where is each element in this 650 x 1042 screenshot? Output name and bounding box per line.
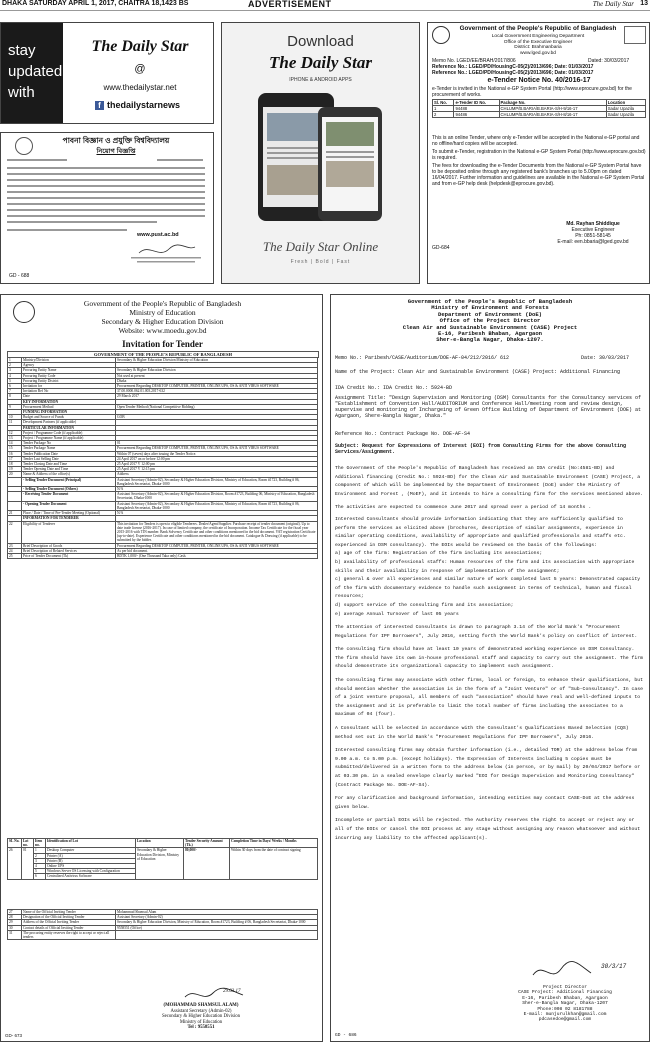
moe-signature-block — [101, 1003, 301, 1031]
table-cell: 9 — [8, 404, 22, 409]
table-cell: Price of Tender Document (Tk) — [22, 553, 116, 558]
table-row — [8, 920, 318, 925]
table-cell: - Selling Tender Document (Principal) — [22, 477, 116, 486]
table-cell: 37.00.0000.062.01.003.2017-632 — [116, 389, 318, 394]
lged-district: District: Brahmanbaria — [514, 45, 562, 51]
table-cell: 24 — [8, 548, 22, 553]
ad-online-brand: The Daily Star Online — [262, 239, 379, 254]
table-cell: 21 — [8, 511, 22, 516]
table-cell: Tender Package No — [22, 441, 116, 446]
ad-download-heading: Download — [287, 33, 354, 50]
table-cell: Invitation Ref No — [22, 389, 116, 394]
lged-tender-table — [432, 99, 646, 118]
ad-stay-updated — [0, 22, 214, 124]
table-row — [8, 477, 318, 486]
cell: CHLUMP/B.BARIA/B.BARIA-S/H-8/16-17 — [499, 112, 606, 118]
lged-signer-title: Executive Engineer — [571, 227, 615, 233]
table-cell: Secondary & Higher Education Division — [116, 368, 318, 373]
table-cell: Project / Programme Code (if applicable) — [22, 430, 116, 435]
doe-para-1: The Government of the People's Republic of Bangladesh has received an IDA credit (No:4581-BD) and Additional financing (Credit No.: 5924-BD) for the Clean Air and Sustainable Environment (CASE) Project, a component of which will be implemented by the Department of Environment (DoE) under the Ministry of Environment and Forest , (MoEF), and it intends to hire a consulting firm for the services mentioned above. — [335, 466, 644, 497]
doe-signer-project: CASE Project: Additional Financing — [518, 990, 612, 996]
col-location: Location — [606, 100, 645, 106]
table-cell: Assistant Secretary (Admin-02), Secondary & Higher Education Division, Ministry of Education, Room #1723, Building # 06, Bangladesh Secretariat, Dhaka-1000 — [116, 477, 318, 486]
doe-signer-address-1: E-16, Paribesh Bhaban, Agargaon — [522, 995, 608, 1001]
doe-assignment: Assignment Title: "Design Supervision and Monitoring (DSM) Consultants for the Consultancy services of "Establishment of Convention Hall/AUDITORIUM and Conference Hall/meeting room and review design, supervise and monitoring of Inchargeing of Green Office Building of Department of Environment (DOE) at Agargaon, Shere-Bangla Nagar, Dhaka." — [335, 395, 642, 419]
lged-code: GD-684 — [432, 245, 450, 251]
table-cell: Procuring Entity Code — [22, 373, 116, 378]
table-cell: Open Tender Method (National Competitive Bidding) — [116, 404, 318, 409]
bangla-ad-code: GD - 688 — [9, 273, 30, 279]
doe-para-6: The consulting firms may associate with other firms, local or foreign, to enhance their qualifications, but should mention whether the association is in the form of a "Joint Venture" or of "Sub-Consultancy". In case of a joint venture proposal, all members of such "association" should have real and well-defined inputs to the assignment and it is preferable to limit the total number of firms including the associates to a maximum of 04 (four). — [335, 678, 644, 718]
lot-cell: Printer (A) — [46, 853, 136, 858]
moe-signer: (MOHAMMAD SHAMSUL ALAM) — [163, 1003, 239, 1008]
page-number: 13 — [640, 0, 648, 7]
lot-cell: 3 — [34, 858, 46, 863]
cell: 94488 — [454, 106, 499, 112]
table-cell: - Selling Tender Document (Others) — [22, 487, 116, 492]
notice-lged-etender — [427, 22, 650, 284]
table-cell: 25 April 2017 V 12:00 pm — [116, 462, 318, 467]
doe-code: GD - 686 — [335, 1033, 357, 1038]
doe-signature — [531, 961, 601, 983]
table-cell: Name & Address of the office(s) — [22, 472, 116, 477]
table-cell: 14 — [8, 441, 22, 446]
moe-ministry: Ministry of Education — [129, 308, 196, 317]
table-cell: Tender Closing Date and Time — [22, 462, 116, 467]
ad-dark-panel — [1, 23, 63, 123]
table-cell: 19 — [8, 467, 22, 472]
moe-table-title: GOVERNMENT OF THE PEOPLE'S REPUBLIC OF BANGLADESH — [7, 351, 319, 358]
moe-heading: Invitation for Tender — [122, 339, 203, 349]
lged-notice-title: e-Tender Notice No. 40/2016-17 — [487, 77, 591, 84]
table-cell: 29 — [8, 920, 22, 925]
table-cell: N/A — [116, 511, 318, 516]
notice-moe-tender — [0, 294, 323, 1042]
table-cell: 27 — [8, 910, 22, 915]
table-cell: Project / Programme Name (if applicable) — [22, 436, 116, 441]
table-cell: 31 — [8, 930, 22, 939]
lged-gov-title: Government of the People's Republic of Bangladesh — [459, 25, 617, 32]
table-cell: 23 — [8, 543, 22, 548]
table-cell: 2 — [8, 363, 22, 368]
table-cell — [8, 477, 22, 486]
doe-gov: Government of the People's Republic of Bangladesh — [407, 298, 573, 305]
doe-letterhead — [331, 299, 649, 344]
cell: 2 — [433, 112, 454, 118]
col-tender-id: e-Tender ID No. — [454, 100, 499, 106]
moe-signer-ministry: Ministry of Education — [179, 1019, 223, 1025]
doe-memo: Memo No.: Paribesh/CASE/Auditorium/DOE-AF-04/212/2016/ 612 — [335, 355, 510, 361]
moe-sign-date: 29.03.17 — [223, 989, 241, 994]
lot-cell: Windows Server OS Licensing with Configuration — [46, 869, 136, 874]
lged-phone: Ph: 0851-58145 — [575, 233, 611, 239]
doe-memo-date: Date: 30/03/2017 — [581, 355, 630, 361]
table-cell: 10 — [8, 415, 22, 420]
table-row — [8, 930, 318, 939]
doe-signer-address-2: Sher-e-Bangla Nagar, Dhaka-1207 — [522, 1001, 608, 1007]
moe-tender-table — [7, 357, 318, 559]
table-row — [8, 446, 318, 451]
table-cell: Eligibility of Tenderer — [22, 521, 116, 543]
bangla-ad-title: পাবনা বিজ্ঞান ও প্রযুক্তি বিশ্ববিদ্যালয় — [62, 136, 170, 145]
table-cell: 8 — [8, 394, 22, 399]
doe-para-3b: b) availability of professional staffs: Human resources of the firm and its association with appropriate skills and their availability in response of implementation of the assignment; — [335, 559, 635, 574]
lged-ref-1: Reference No.: LGED/PD/HousingC-05(2)/2013/696; Date: 01/03/2017 — [432, 64, 594, 70]
lot-cell: 01 — [22, 848, 34, 879]
table-cell: 11 — [8, 420, 22, 425]
cell: Sadar Upazila — [606, 106, 645, 112]
table-cell: This invitation for Tenders is open to eligible Tenderers. Dealer/Agent/Supplier. Purchase receipt of tender document (original). Up to date trade license (2016-2017). In case of limited company, the certificate of Incorporation. Income Tax Certificate for the fiscal year 2015-2016 with TIN number. Bank Solvency Certificate and other conditions mentioned in the bid document. VAT registration Certificate (up-to-date). Experience Certificate and other conditions mentioned in the bid document. Catalogue & Drawing (if applicable) to be submitted by the bidder. — [116, 521, 318, 543]
lot-row — [8, 848, 318, 853]
doe-email-1[interactable]: E-mail: munjurulkhan@gmail.com — [523, 1012, 607, 1018]
doe-para-3e: e) average Annual Turnover of last 05 years — [335, 611, 459, 617]
table-cell: Secondary & Higher Education Division, Ministry of Education, Room #1723, Building # 06, Bangladesh Secretariat, Dhaka-1000 — [116, 920, 318, 925]
moe-signer-title: Assistant Secretary (Admin-02) — [170, 1008, 232, 1014]
section-label: ADVERTISEMENT — [248, 0, 332, 9]
lged-para-2: To submit e-Tender, registration in the National e-GP System Portal (http://www.eprocure.gov.bd) is required. — [432, 149, 646, 161]
lot-cell: Desktop Computer — [46, 848, 136, 853]
table-cell: Invitation for — [22, 384, 116, 389]
table-cell: Procuring Entity Name — [22, 368, 116, 373]
table-row — [8, 553, 318, 558]
lot-cell: Secondary & Higher Education Division, Ministry of Education — [136, 848, 184, 879]
ad-website[interactable]: www.thedailystar.net — [103, 83, 177, 92]
table-cell: Procurement Regarding DESKTOP COMPUTER, PRINTER, ONLINE UPS, OS & ANTI VIRUS SOFTWARE — [116, 384, 318, 389]
masthead: The Daily Star — [592, 0, 634, 8]
ad-line-with: with — [8, 84, 35, 101]
doe-ida: IDA Credit No.: IDA Credit No.: 5924-BD — [335, 385, 453, 391]
lged-para-3: The fees for downloading the e-Tender Documents from the National e-GP System Portal have to be deposited online through any registered bank's branches up to 5.00pm on dated 16/04/2017. Further information and guidelines are available in the National e-GP System Portal and from e-GP help desk (helpdesk@eprocure.gov.bd). — [432, 163, 645, 187]
table-cell: Date — [22, 394, 116, 399]
lged-office: Office of the Executive Engineer — [503, 39, 573, 45]
doe-para-3d: d) support service of the consulting firm and its association; — [335, 602, 514, 608]
table-cell: 6 — [8, 384, 22, 389]
ad-pust-recruitment — [0, 132, 214, 284]
table-cell: 01 — [116, 441, 318, 446]
facebook-icon: f — [95, 101, 104, 110]
table-cell: PARTICULAR INFORMATION — [22, 425, 116, 430]
doe-para-2: The activities are expected to commence June 2017 and spread over a period of 14 months . — [335, 505, 592, 511]
table-cell: Contact details of Official Inviting Tender — [22, 925, 116, 930]
table-cell: Secondary & Higher Education Division Ministry of Education — [116, 358, 318, 363]
ad-line-stay: stay — [8, 42, 36, 59]
lged-signer: Md. Rayhan Shiddique — [566, 221, 620, 227]
moe-code: GD- 673 — [5, 1033, 23, 1038]
table-cell — [116, 930, 318, 939]
table-cell: Tender Publication Date — [22, 451, 116, 456]
table-cell: Procurement Regarding DESKTOP COMPUTER, PRINTER, ONLINE UPS, OS & ANTI VIRUS SOFTWARE — [116, 543, 318, 548]
table-cell: 28 — [8, 915, 22, 920]
doe-reference: Reference No.: Contract Package No. DOE-AF-S4 — [335, 431, 471, 437]
lged-memo: Memo No. LGED/EE/BRAH/2017/806 — [432, 58, 516, 64]
table-cell: 5 — [8, 378, 22, 383]
table-cell: Ministry/Division — [22, 358, 116, 363]
lged-para-1: This is an online Tender, where only e-Tender will be accepted in the National e-GP portal and no offline/hard copies will be accepted. — [432, 135, 640, 147]
lot-cell: 5 — [34, 869, 46, 874]
table-cell: 29 March 2017 — [116, 394, 318, 399]
table-row — [8, 492, 318, 501]
lged-email[interactable]: E-mail: een.bbaria@lged.gov.bd — [557, 239, 629, 245]
table-cell: 18 — [8, 462, 22, 467]
doe-ministry: Ministry of Environment and Forests — [431, 304, 549, 312]
table-cell: Agency — [22, 363, 116, 368]
table-cell — [8, 501, 22, 510]
lot-cell: Centralized Antivirus Software — [46, 874, 136, 879]
lot-col: Item no. — [34, 839, 46, 848]
table-cell: Within 07 (seven) days after issuing the Tender Notice. — [116, 451, 318, 456]
lot-cell: 1 — [34, 848, 46, 853]
moe-official-table — [7, 909, 318, 940]
lot-cell: Online UPS — [46, 864, 136, 869]
ad-download-brand: The Daily Star — [269, 53, 372, 72]
table-cell: INFORMATION FOR TENDERER — [22, 516, 116, 521]
moe-gov: Government of the People's Republic of Bangladesh — [83, 299, 242, 308]
table-cell: 17 — [8, 456, 22, 461]
lot-cell: 26 — [8, 848, 22, 879]
table-cell: Name of the Official Inviting Tender — [22, 910, 116, 915]
doe-address-1: E-16, Paribesh Bhaban, Agargaon — [437, 330, 543, 338]
doe-signer-title: Project Director — [542, 985, 588, 990]
col-sl: Sl. No. — [433, 100, 454, 106]
table-cell: 4 — [8, 373, 22, 378]
cell: CHLUMP/B.BARIA/B.BARIA-S/H-9/16-17 — [499, 106, 606, 112]
table-cell: 30 — [8, 925, 22, 930]
doe-para-10: Incomplete or partial EOIs will be rejected. The Authority reserves the right to accept or reject any or all of the EOIs or cancel the EOI process at any stage without assigning any reason whatsoever and without incurring any liability to the affected applicant(s). — [335, 818, 641, 841]
table-cell: Budget and Source of Funds — [22, 415, 116, 420]
table-cell: 7 — [8, 389, 22, 394]
moe-division: Secondary & Higher Education Division — [101, 317, 224, 326]
bangla-ad-subtitle: নিয়োগ বিজ্ঞপ্তি — [96, 148, 136, 155]
doe-para-8: Interested consulting firms may obtain further information (i.e., detailed TOR) at the address below from 9.00 a.m. to 5.00 p.m. (except holidays). The Expression of Interests including 5 copies must be submitted/delivered in a written form to the address below (in person, or by mail) by 20/04/2017 before or at 03.30 pm. in a sealed envelope clearly marked "EOI for Design Supervision and Monitoring Consultancy" (Contract Package No. DOE-AF-S4). — [335, 748, 641, 788]
table-cell: 24 April 2017 on or before 12:00 pm — [116, 456, 318, 461]
moe-website[interactable]: Website: www.moedu.gov.bd — [118, 326, 207, 335]
lot-col: SL No. — [8, 839, 22, 848]
doe-para-4: The attention of interested Consultants is drawn to paragraph 3.14 of the World Bank's "Procurement Regulations for IPF Borrowers", July 2016, setting forth the World Bank's policy on conflict of interest. — [335, 625, 638, 639]
lot-col: Completion Time in Days/ Weeks / Months — [230, 839, 318, 848]
page-header — [0, 0, 650, 11]
doe-para-3: Interested Consultants should provide information indicating that they are sufficiently qualified to perform the services as elicited above (brochures, description of similar assignments, experience in similar operating conditions, availability of appropriate and qualified professionals and staffs etc. experienced in DSM consultancy). The EOIs would be reviewed on the basis of the followings: — [335, 516, 626, 548]
table-cell: GOB — [116, 415, 318, 420]
doe-para-5: The consulting firm should have at least 10 years of demonstrated working experience on DSM Consultancy. The firm should have its own in-house professional staff and capacity to carry out the assignment. The firm should demonstrate its organizational capacity to implement such assignment. — [335, 647, 644, 670]
doe-dept: Department of Environment (DoE) — [437, 310, 543, 318]
lot-cell: 4 — [34, 864, 46, 869]
table-cell: - Opening Tender Document — [22, 501, 116, 510]
table-cell: The procuring entity reserves the right to accept or reject all tenders — [22, 930, 116, 939]
moe-signer-division: Secondary & Higher Education Division — [161, 1014, 241, 1020]
doe-para-3a: a) age of the firm: Registration of the firm including its associations; — [335, 551, 543, 557]
doe-email-2[interactable]: pdcasedoe@gmail.com — [538, 1017, 592, 1023]
table-cell: Brief Description of Goods — [22, 543, 116, 548]
table-cell: Assistant Secretary (Admin-02), Secondary & Higher Education Division, Ministry of Education, Room #1723, Building # 06, Bangladesh Secretariat, Dhaka-1000 — [116, 501, 318, 510]
table-cell: FUNDING INFORMATION — [22, 410, 116, 415]
doe-signature-block — [481, 985, 649, 1023]
lot-col: Identification of Lot — [46, 839, 136, 848]
table-cell: Assistant Secretary (Admin-02), Secondary & Higher Education Division, Room #1723, Building 06, Ministry of Education, Bangladesh Secretariat, Dhaka-1000 — [116, 492, 318, 501]
moe-letterhead — [1, 299, 323, 335]
table-cell: Procurement Regarding DESKTOP COMPUTER, PRINTER, ONLINE UPS, OS & ANTI VIRUS SOFTWARE — [116, 446, 318, 451]
table-cell: Dhaka — [116, 378, 318, 383]
table-cell: Tender Last Selling Date — [22, 456, 116, 461]
table-cell: 16 — [8, 451, 22, 456]
table-cell: As per bid document. — [116, 548, 318, 553]
ad-download-app — [221, 22, 420, 284]
doe-para-7: A Consultant will be selected in accordance with the Consultant's Qualifications Based Selection (CQS) method set out in the World Bank's "Procurement Regulations for IPF Borrowers", July 2016. — [335, 726, 629, 740]
ad-facebook-handle[interactable]: thedailystarnews — [107, 100, 181, 110]
cell: 94486 — [454, 112, 499, 118]
ad-download-platforms: IPHONE & ANDROID APPS — [289, 77, 352, 83]
lot-cell: 80,000/- — [184, 848, 230, 879]
table-cell: Designation of the Official Inviting Tender — [22, 915, 116, 920]
lged-address — [448, 34, 628, 56]
doe-sign-date: 30/3/17 — [601, 963, 627, 970]
table-cell: 3 — [8, 368, 22, 373]
table-cell: 15 — [8, 446, 22, 451]
doe-office: Office of the Project Director — [439, 317, 541, 325]
lot-cell: 6 — [34, 874, 46, 879]
table-cell: Not used at present — [116, 373, 318, 378]
ad-line-updated: updated — [8, 63, 63, 80]
ad-tagline: Fresh | Bold | Fast — [290, 259, 351, 265]
ad-at: @ — [134, 63, 146, 75]
table-cell: Tender Opening Date and Time — [22, 467, 116, 472]
table-cell: - Receiving Tender Document — [22, 492, 116, 501]
lot-cell: Within 30 days from the date of contract signing — [230, 848, 318, 879]
table-cell: 20 — [8, 472, 22, 477]
table-cell: BDTK 1,000/- (One Thousand Taka only) Cash. — [116, 553, 318, 558]
table-cell: Address — [116, 472, 318, 477]
lged-memo-date: Dated: 30/03/2017 — [588, 58, 630, 64]
lged-intro: e-Tender is invited in the National e-GP System Portal (http://www.eprocure.gov.bd) for the procurement of works. — [432, 86, 632, 98]
doe-project-name: Name of the Project: Clean Air and Sustainable Environment (CASE) Project: Additional Financing — [335, 369, 621, 375]
table-cell: Procurement Method — [22, 404, 116, 409]
doe-body — [335, 465, 645, 843]
table-cell: Tender Package Name — [22, 446, 116, 451]
table-cell: 13 — [8, 436, 22, 441]
lged-dept: Local Government Engineering Department — [491, 34, 585, 39]
doe-phone: Phone:008 02 8181788 — [537, 1006, 593, 1012]
table-cell — [8, 492, 22, 501]
lged-ref-2: Reference No.: LGED/PD/HousingC-05(2)/2013/696; Date: 01/03/2017 — [432, 70, 594, 76]
table-cell: 12 — [8, 430, 22, 435]
lot-col: Tender Security Amount (Tk.) — [184, 839, 230, 848]
table-cell: 1 — [8, 358, 22, 363]
table-row — [8, 501, 318, 510]
table-row — [433, 112, 646, 118]
doe-para-3c: c) general & over all experiences and similar nature of work completed last 5 years: Demonstrated capacity of the firm with documentary evidence to handle such assignment in terms of technical, human and fiscal resources; — [335, 577, 641, 600]
table-cell: Assistant Secretary (Admin-02) — [116, 915, 318, 920]
doe-address-2: Sher-e-Bangla Nagar, Dhaka-1207. — [436, 336, 544, 344]
lged-website[interactable]: www.lged.gov.bd — [520, 50, 556, 56]
doe-para-9: For any clarification and background information, intending entities may contact CASE-DoE at the address given below. — [335, 796, 635, 810]
table-cell: 22 — [8, 521, 22, 543]
table-cell: Procuring Entity District — [22, 378, 116, 383]
lot-header-row — [8, 839, 318, 848]
lot-col: Lot no. — [22, 839, 34, 848]
table-cell: Mohammad Shamsul Alam — [116, 910, 318, 915]
bangla-ad-url[interactable]: www.pust.ac.bd — [137, 232, 179, 238]
table-row — [8, 543, 318, 548]
col-package: Package No. — [499, 100, 606, 106]
table-cell: N/A — [116, 487, 318, 492]
tablet-mockup-icon — [318, 107, 382, 221]
table-cell: Address of the Official Inviting Tender — [22, 920, 116, 925]
doe-project: Clean Air and Sustainable Environment (CASE) Project — [402, 323, 578, 331]
table-cell: 25 — [8, 553, 22, 558]
table-row — [8, 521, 318, 543]
table-cell: Place / Date / Time of Pre-Tender Meeting (Optional) — [22, 511, 116, 516]
bangla-ad-signature — [131, 241, 201, 265]
moe-lot-table — [7, 838, 318, 880]
cell: Sadar Upazila — [606, 112, 645, 118]
lot-cell: 2 — [34, 853, 46, 858]
doe-subject: Subject: Request for Expressions of Interest (EOI) from Consulting Firms for the above Consulting Services/Assignment. — [335, 443, 627, 455]
moe-signer-tel: Tel : 9558551 — [187, 1025, 215, 1031]
notice-doe-eoi — [330, 294, 650, 1042]
lot-col: Location — [136, 839, 184, 848]
table-cell: Development Partners (if applicable) — [22, 420, 116, 425]
cell: 1 — [433, 106, 454, 112]
table-cell: KEY INFORMATION — [22, 399, 116, 404]
table-row — [433, 106, 646, 112]
dateline: DHAKA SATURDAY APRIL 1, 2017, CHAITRA 18,1423 BS — [2, 0, 189, 7]
tablet-screen — [322, 117, 378, 211]
table-cell: Brief Description of Related Services — [22, 548, 116, 553]
table-cell: 25 April 2017 V 12:15 pm — [116, 467, 318, 472]
lot-cell: Printer (B) — [46, 858, 136, 863]
table-cell: 9558551 (Office) — [116, 925, 318, 930]
lged-signature-block — [538, 221, 648, 245]
ad-brand-logo: The Daily Star — [91, 38, 189, 55]
